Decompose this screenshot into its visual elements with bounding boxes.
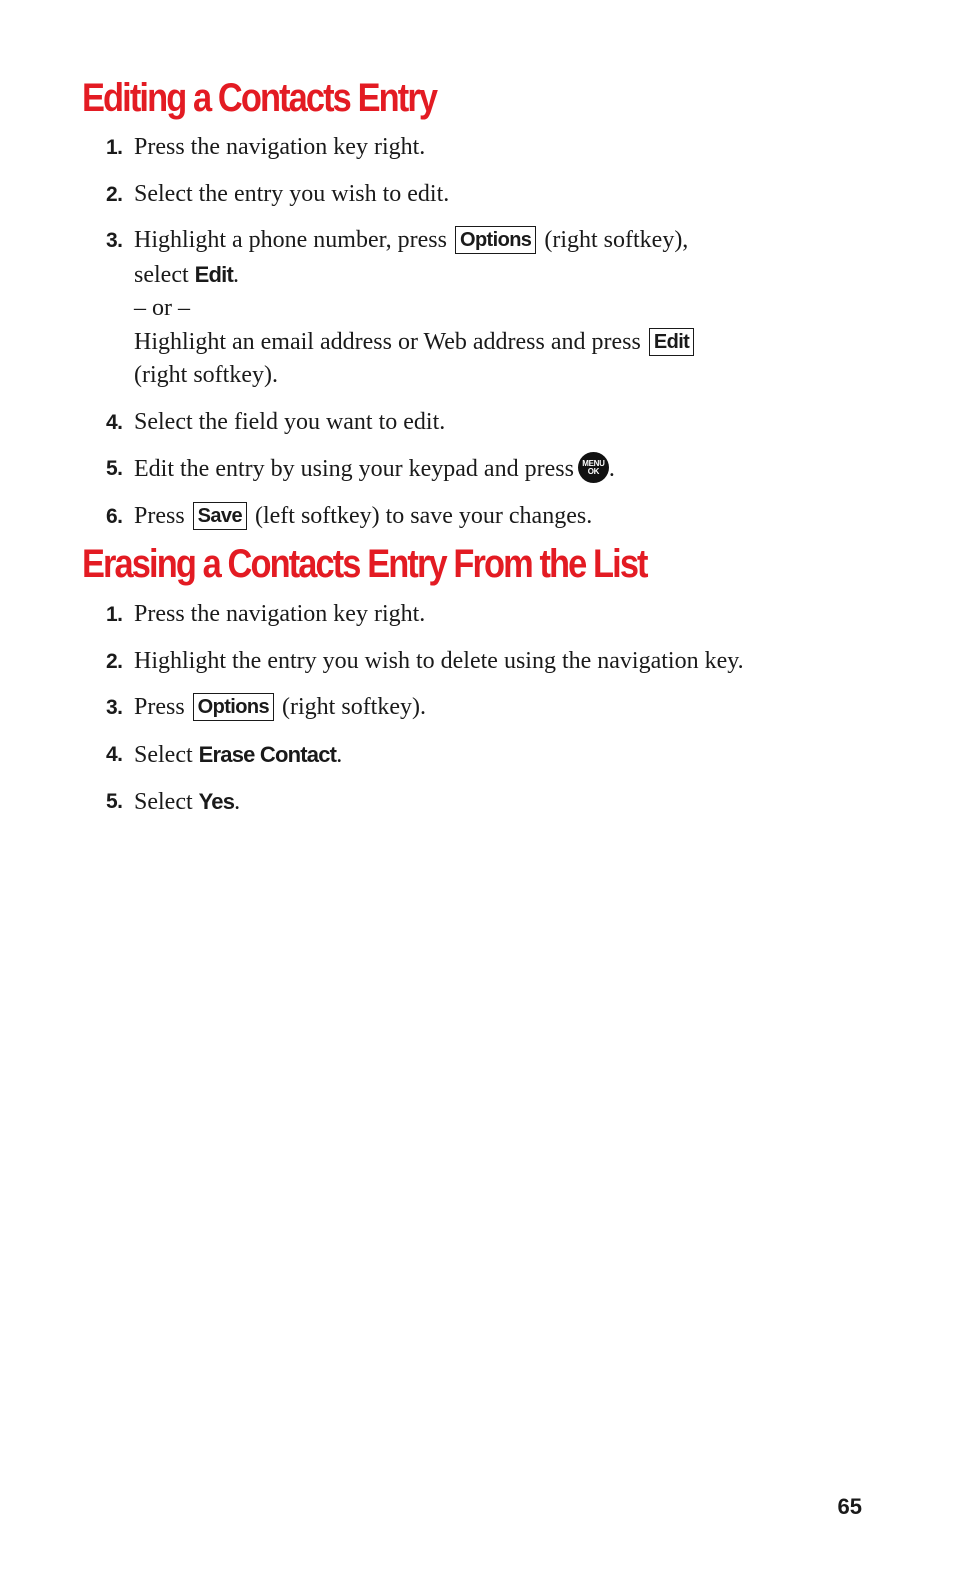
list-item xyxy=(0,645,834,679)
step-text: Press xyxy=(134,502,185,529)
step-number: 3. xyxy=(106,696,123,719)
step-text: Press the navigation key right. xyxy=(134,601,426,627)
list-item xyxy=(0,406,834,440)
step-number: 2. xyxy=(106,649,123,673)
step-line xyxy=(134,326,834,360)
step-number: 3. xyxy=(106,229,123,252)
step-text: (right softkey). xyxy=(282,694,426,720)
step-number: 1. xyxy=(106,603,123,626)
step-text: . xyxy=(233,261,239,288)
options-softkey: Options xyxy=(193,693,274,721)
list-item xyxy=(0,224,834,393)
step-text: (left softkey) to save your changes. xyxy=(254,502,593,529)
step-text: Highlight the entry you wish to delete using the navigation key. xyxy=(134,647,744,674)
step-line xyxy=(134,738,834,773)
step-number: 1. xyxy=(106,136,123,159)
step-number: 4. xyxy=(106,742,123,766)
step-text: Select xyxy=(134,741,193,768)
list-item xyxy=(0,500,834,534)
step-line xyxy=(134,224,834,258)
list-item xyxy=(0,598,834,632)
yes-option: Yes xyxy=(198,789,235,814)
step-number: 5. xyxy=(106,457,123,480)
step-text: (right softkey), xyxy=(544,227,689,253)
list-item xyxy=(0,131,834,165)
step-text: (right softkey). xyxy=(134,362,278,388)
list-item xyxy=(0,691,834,725)
step-line xyxy=(134,785,834,820)
step-text: Edit the entry by using your keypad and press xyxy=(134,456,574,482)
step-text: . xyxy=(336,741,343,768)
section-heading-erasing: Erasing a Contacts Entry From the List xyxy=(82,542,647,586)
list-item xyxy=(0,738,834,773)
step-line xyxy=(134,691,834,725)
list-item xyxy=(0,785,834,820)
step-number: 2. xyxy=(106,182,123,206)
list-item xyxy=(0,452,834,487)
step-text: Press the navigation key right. xyxy=(134,134,426,160)
step-text: Select xyxy=(134,789,193,815)
step-text: Highlight a phone number, press xyxy=(134,227,447,253)
step-text: Select the entry you wish to edit. xyxy=(134,180,450,207)
step-text: Highlight an email address or Web address and press xyxy=(134,328,641,355)
step-text: . xyxy=(234,789,241,815)
editing-steps-list xyxy=(0,131,954,546)
step-line xyxy=(134,500,834,534)
section-heading-editing: Editing a Contacts Entry xyxy=(82,76,437,120)
list-item xyxy=(0,178,834,212)
menu-ok-key-icon: MENU OK xyxy=(578,452,609,483)
save-softkey: Save xyxy=(193,502,247,530)
step-text: Press xyxy=(134,694,185,720)
or-separator: – or – xyxy=(134,295,190,321)
step-text: . xyxy=(608,456,615,482)
erase-contact-option: Erase Contact xyxy=(198,741,337,767)
step-number: 4. xyxy=(106,410,123,434)
step-number: 6. xyxy=(106,504,123,528)
step-text: Select the field you want to edit. xyxy=(134,408,446,435)
edit-menu-option: Edit xyxy=(194,261,233,287)
step-line xyxy=(134,258,834,293)
step-line xyxy=(134,452,834,487)
options-softkey: Options xyxy=(455,226,536,254)
step-text: select xyxy=(134,261,189,288)
step-number: 5. xyxy=(106,790,123,813)
edit-softkey: Edit xyxy=(649,328,694,356)
erasing-steps-list xyxy=(0,598,954,833)
page-number: 65 xyxy=(837,1494,862,1519)
